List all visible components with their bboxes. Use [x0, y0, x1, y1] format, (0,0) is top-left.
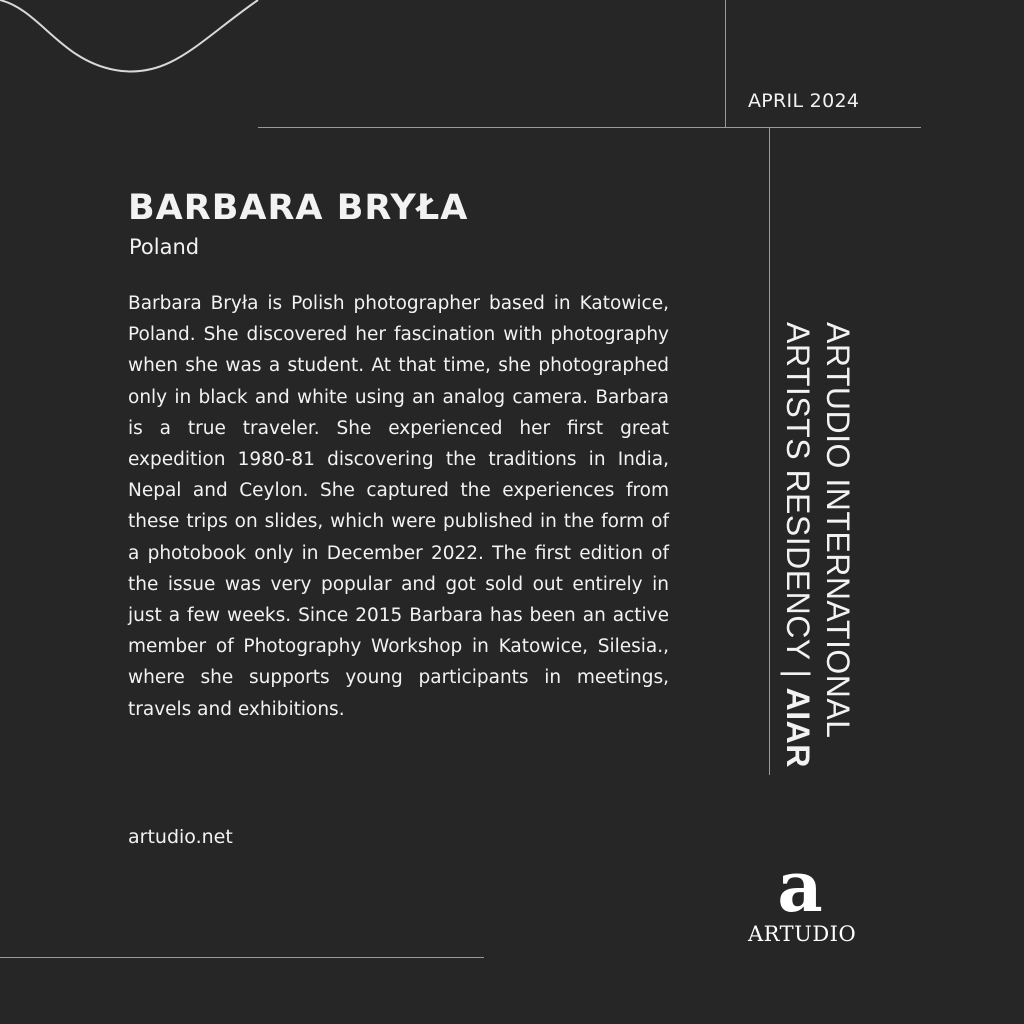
footer-divider — [0, 957, 484, 958]
decorative-wave — [0, 0, 270, 90]
logo-wordmark: ARTUDIO — [748, 922, 857, 946]
residency-title-line1: ARTUDIO INTERNATIONAL — [820, 322, 856, 739]
artudio-logo — [748, 845, 857, 946]
sidebar-divider — [769, 127, 770, 775]
residency-title-line2-text: ARTISTS RESIDENCY | — [780, 322, 816, 688]
residency-title — [778, 322, 858, 768]
logo-mark: a — [777, 845, 823, 928]
residency-title-line2 — [778, 322, 818, 768]
residency-acronym: AIAR — [780, 687, 816, 768]
top-vertical-divider — [725, 0, 726, 127]
issue-date: APRIL 2024 — [748, 90, 860, 112]
artist-bio: Barbara Bryła is Polish photographer based in Katowice, Poland. She discovered her fascination with photography when she was a student. At that time, she photographed only in black and white using an analog camera. Barbara is a true traveler. She experienced her first great expedition 1980-81 discovering the traditions in India, Nepal and Ceylon. She captured the experiences from these trips on slides, which were published in the form of a photobook only in December 2022. The first edition of the issue was very popular and got sold out entirely in just a few weeks. Since 2015 Barbara has been an active member of Photography Workshop in Katowice, Silesia., where she supports young participants in meetings, travels and exhibitions. — [128, 293, 669, 720]
artist-name: BARBARA BRYŁA — [128, 188, 469, 228]
header-divider — [258, 127, 921, 128]
artist-country: Poland — [129, 235, 200, 259]
website-link[interactable]: artudio.net — [128, 826, 233, 848]
